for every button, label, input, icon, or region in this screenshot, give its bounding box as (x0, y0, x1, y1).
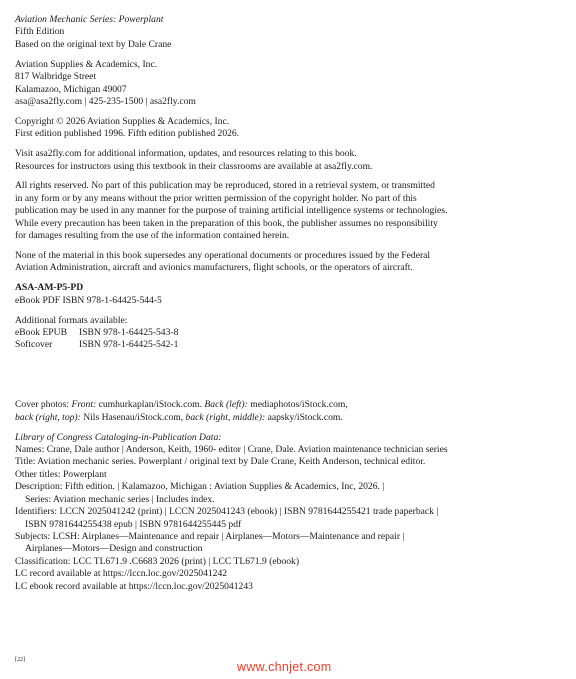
front-label: Front: (71, 399, 97, 411)
rights-line: All rights reserved. No part of this publication may be reproduced, stored in a retrieval system, or transmitted (15, 180, 435, 192)
disclaimer-line: Aviation Administration, aircraft and avionics manufacturers, flight schools, or the operators of aircraft. (15, 262, 413, 274)
cip-line: Airplanes—Motors—Design and construction (25, 543, 203, 555)
back-left-label: Back (left): (204, 399, 248, 411)
spacer (15, 359, 563, 399)
watermark: www.chnjet.com (237, 660, 332, 674)
front-credit: cumhurkaplan/iStock.com. (96, 399, 205, 411)
formats-block (15, 315, 563, 352)
disclaimer-block (15, 250, 563, 275)
cover-credits (15, 399, 563, 424)
visit-block (15, 148, 563, 173)
cover-credit-line (15, 412, 563, 424)
cip-line: Classification: LCC TL671.9 .C6683 2026 (print) | LCC TL671.9 (ebook) (15, 555, 300, 567)
copyright-line: Copyright © 2026 Aviation Supplies & Academics, Inc. (15, 115, 230, 127)
instructor-resources-line: Resources for instructors using this textbook in their classrooms are available at asa2fly.com. (15, 160, 373, 172)
cip-line: ISBN 9781644255438 epub | ISBN 9781644255445 pdf (25, 518, 242, 530)
format-label: eBook EPUB (15, 327, 67, 339)
cip-line: LC record available at https://lccn.loc.gov/2025041242 (15, 568, 228, 580)
series-title: Aviation Mechanic Series: Powerplant (15, 14, 164, 25)
cip-line: Series: Aviation mechanic series | Includes index. (25, 493, 215, 505)
publisher-city: Kalamazoo, Michigan 49007 (15, 83, 127, 95)
back-right-middle-credit: aapsky/iStock.com. (265, 411, 343, 423)
format-isbn: ISBN 978-1-64425-543-8 (79, 327, 179, 339)
title-block (15, 14, 563, 51)
rights-line: in any form or by any means without the prior written permission of the copyright holder. No part of this (15, 192, 417, 204)
edition: Fifth Edition (15, 26, 65, 38)
cip-line: Subjects: LCSH: Airplanes—Maintenance and repair | Airplanes—Motors—Maintenance and repair | (15, 530, 405, 542)
cip-block (15, 432, 563, 593)
page-number: [22] (15, 657, 25, 663)
publisher-block (15, 59, 563, 109)
back-right-top-credit: Nils Hasenau/iStock.com, (80, 411, 186, 423)
formats-heading: Additional formats available: (15, 314, 128, 326)
pdf-isbn: eBook PDF ISBN 978-1-64425-544-5 (15, 294, 162, 306)
based-on: Based on the original text by Dale Crane (15, 38, 172, 50)
cip-line: Title: Aviation mechanic series. Powerplant / original text by Dale Crane, Keith Anderson, technical editor. (15, 456, 426, 468)
back-right-middle-label: back (right, middle): (185, 411, 266, 423)
rights-line: for damages resulting from the use of the information contained herein. (15, 230, 290, 242)
cip-line: Other titles: Powerplant (15, 468, 107, 480)
product-code: ASA-AM-P5-PD (15, 282, 84, 294)
format-isbn: ISBN 978-1-64425-542-1 (79, 339, 179, 351)
format-row (15, 339, 563, 351)
back-left-credit: mediaphotos/iStock.com, (247, 399, 348, 411)
rights-block (15, 180, 563, 242)
visit-line: Visit asa2fly.com for additional information, updates, and resources relating to this book. (15, 148, 357, 160)
cip-line: Description: Fifth edition. | Kalamazoo, Michigan : Aviation Supplies & Academics, Inc, 2026. | (15, 481, 385, 493)
disclaimer-line: None of the material in this book supersedes any operational documents or procedures issued by the Federal (15, 250, 431, 261)
format-row (15, 327, 563, 339)
edition-history: First edition published 1996. Fifth edition published 2026. (15, 128, 240, 140)
cover-label: Cover photos: (15, 399, 70, 411)
rights-line: publication may be used in any manner for the purpose of training artificial intelligence systems or technologies. (15, 205, 448, 217)
publisher-name: Aviation Supplies & Academics, Inc. (15, 58, 158, 70)
back-right-top-label: back (right, top): (15, 411, 81, 423)
product-block (15, 282, 563, 307)
copyright-page (15, 14, 563, 600)
publisher-contact: asa@asa2fly.com | 425-235-1500 | asa2fly.com (15, 95, 196, 107)
cover-credit-line (15, 399, 563, 411)
rights-line: While every precaution has been taken in the preparation of this book, the publisher assumes no responsibility (15, 217, 438, 229)
cip-line: Identifiers: LCCN 2025041242 (print) | LCCN 2025041243 (ebook) | ISBN 9781644255421 trade paperback | (15, 506, 439, 518)
publisher-street: 817 Walbridge Street (15, 71, 97, 83)
cip-line: Names: Crane, Dale author | Anderson, Keith, 1960- editor | Crane, Dale. Aviation maintenance technician series (15, 444, 448, 456)
copyright-block (15, 116, 563, 141)
cip-heading: Library of Congress Cataloging-in-Publication Data: (15, 431, 222, 443)
format-label: Softcover (15, 339, 53, 351)
cip-line: LC ebook record available at https://lccn.loc.gov/2025041243 (15, 580, 253, 592)
